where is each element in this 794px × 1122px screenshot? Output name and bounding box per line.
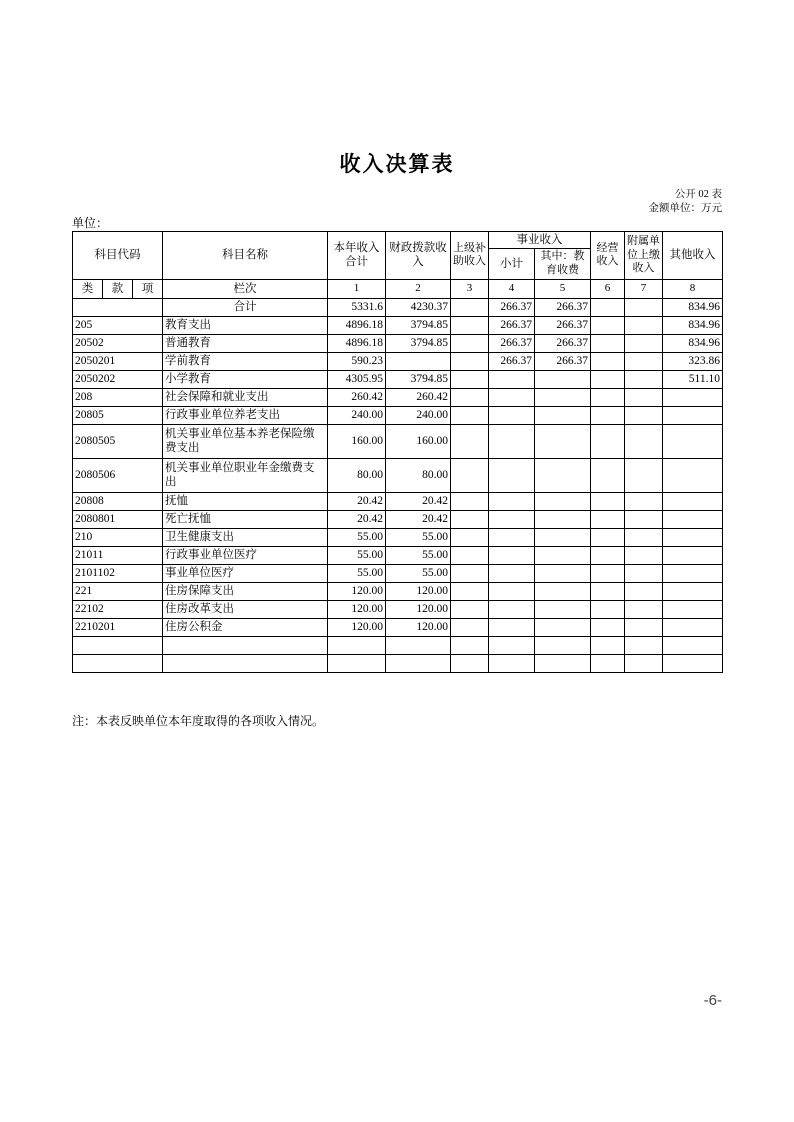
- row-other-income: 323.86: [663, 352, 723, 370]
- row-operating-income: [591, 618, 625, 636]
- table-row: [73, 654, 723, 672]
- row-superior-subsidy: [451, 352, 489, 370]
- row-business-education-fee: [535, 564, 591, 582]
- row-business-education-fee: 266.37: [535, 352, 591, 370]
- row-business-subtotal: [489, 406, 535, 424]
- table-total-row: [73, 298, 723, 316]
- column-number-7: 7: [625, 279, 663, 298]
- header-column-row-label: 栏次: [163, 279, 328, 298]
- row-affiliated-unit-payment: [625, 618, 663, 636]
- table-header-row-3: [73, 279, 723, 298]
- total-affiliated-unit-payment: [625, 298, 663, 316]
- row-fiscal-appropriation: 20.42: [386, 492, 451, 510]
- row-code: 205: [73, 316, 163, 334]
- row-affiliated-unit-payment: [625, 582, 663, 600]
- row-affiliated-unit-payment: [625, 510, 663, 528]
- row-subject-name: [163, 636, 328, 654]
- header-business-education-fee: 其中：教育收费: [535, 249, 591, 280]
- row-business-education-fee: [535, 370, 591, 388]
- row-subject-name: [163, 654, 328, 672]
- unit-label: 单位：: [72, 216, 109, 230]
- row-operating-income: [591, 458, 625, 492]
- row-code: 2080506: [73, 458, 163, 492]
- row-other-income: 834.96: [663, 316, 723, 334]
- row-operating-income: [591, 316, 625, 334]
- row-operating-income: [591, 492, 625, 510]
- row-superior-subsidy: [451, 600, 489, 618]
- header-subject-name: 科目名称: [163, 232, 328, 280]
- row-other-income: 834.96: [663, 334, 723, 352]
- row-fiscal-appropriation: 3794.85: [386, 316, 451, 334]
- row-year-total: 55.00: [328, 546, 386, 564]
- row-subject-name: 住房保障支出: [163, 582, 328, 600]
- row-year-total: 4896.18: [328, 316, 386, 334]
- row-subject-name: 抚恤: [163, 492, 328, 510]
- row-business-subtotal: [489, 528, 535, 546]
- row-other-income: [663, 546, 723, 564]
- header-operating-income: 经营收入: [591, 232, 625, 280]
- row-business-subtotal: [489, 582, 535, 600]
- page-title: 收入决算表: [339, 153, 455, 176]
- row-superior-subsidy: [451, 528, 489, 546]
- row-year-total: 590.23: [328, 352, 386, 370]
- row-fiscal-appropriation: 20.42: [386, 510, 451, 528]
- column-number-3: 3: [451, 279, 489, 298]
- table-row: [73, 600, 723, 618]
- row-fiscal-appropriation: 55.00: [386, 546, 451, 564]
- page-number: -6-: [703, 992, 722, 1009]
- row-fiscal-appropriation: 160.00: [386, 424, 451, 458]
- table-note: 注：本表反映单位本年度取得的各项收入情况。: [72, 714, 325, 728]
- row-business-subtotal: [489, 618, 535, 636]
- row-operating-income: [591, 654, 625, 672]
- row-year-total: 120.00: [328, 582, 386, 600]
- total-fiscal-appropriation: 4230.37: [386, 298, 451, 316]
- row-business-subtotal: [489, 424, 535, 458]
- table-row: [73, 582, 723, 600]
- row-year-total: 80.00: [328, 458, 386, 492]
- income-final-accounts-table: [72, 231, 723, 673]
- row-code: 2050202: [73, 370, 163, 388]
- table-row: [73, 406, 723, 424]
- row-code: 22102: [73, 600, 163, 618]
- row-business-subtotal: [489, 636, 535, 654]
- row-year-total: 20.42: [328, 492, 386, 510]
- row-other-income: [663, 406, 723, 424]
- row-other-income: [663, 388, 723, 406]
- row-code: 221: [73, 582, 163, 600]
- row-affiliated-unit-payment: [625, 564, 663, 582]
- row-superior-subsidy: [451, 636, 489, 654]
- row-affiliated-unit-payment: [625, 334, 663, 352]
- row-business-education-fee: [535, 636, 591, 654]
- row-business-subtotal: [489, 546, 535, 564]
- row-business-education-fee: [535, 654, 591, 672]
- row-code: 21011: [73, 546, 163, 564]
- column-number-4: 4: [489, 279, 535, 298]
- row-affiliated-unit-payment: [625, 352, 663, 370]
- row-subject-name: 学前教育: [163, 352, 328, 370]
- total-other-income: 834.96: [663, 298, 723, 316]
- row-affiliated-unit-payment: [625, 316, 663, 334]
- row-affiliated-unit-payment: [625, 636, 663, 654]
- row-affiliated-unit-payment: [625, 546, 663, 564]
- row-affiliated-unit-payment: [625, 654, 663, 672]
- header-superior-subsidy: 上级补助收入: [451, 232, 489, 280]
- row-other-income: [663, 582, 723, 600]
- row-code: [73, 636, 163, 654]
- row-affiliated-unit-payment: [625, 388, 663, 406]
- row-superior-subsidy: [451, 458, 489, 492]
- row-operating-income: [591, 388, 625, 406]
- row-operating-income: [591, 352, 625, 370]
- row-other-income: [663, 600, 723, 618]
- row-year-total: 20.42: [328, 510, 386, 528]
- row-business-education-fee: [535, 388, 591, 406]
- row-superior-subsidy: [451, 618, 489, 636]
- row-superior-subsidy: [451, 334, 489, 352]
- column-number-1: 1: [328, 279, 386, 298]
- row-operating-income: [591, 564, 625, 582]
- row-year-total: 55.00: [328, 564, 386, 582]
- row-subject-name: 普通教育: [163, 334, 328, 352]
- row-business-education-fee: [535, 492, 591, 510]
- row-affiliated-unit-payment: [625, 600, 663, 618]
- header-affiliated-unit-payment: 附属单位上缴收入: [625, 232, 663, 280]
- row-business-education-fee: [535, 406, 591, 424]
- row-affiliated-unit-payment: [625, 528, 663, 546]
- table-row: [73, 492, 723, 510]
- row-year-total: 260.42: [328, 388, 386, 406]
- row-subject-name: 社会保障和就业支出: [163, 388, 328, 406]
- total-operating-income: [591, 298, 625, 316]
- row-business-education-fee: [535, 458, 591, 492]
- row-affiliated-unit-payment: [625, 424, 663, 458]
- row-subject-name: 事业单位医疗: [163, 564, 328, 582]
- row-business-subtotal: [489, 492, 535, 510]
- row-subject-name: 住房改革支出: [163, 600, 328, 618]
- row-subject-name: 卫生健康支出: [163, 528, 328, 546]
- row-business-subtotal: [489, 564, 535, 582]
- row-code: [73, 654, 163, 672]
- row-operating-income: [591, 510, 625, 528]
- form-number: 公开 02 表: [674, 189, 722, 200]
- row-code: 2080801: [73, 510, 163, 528]
- row-fiscal-appropriation: 55.00: [386, 528, 451, 546]
- row-superior-subsidy: [451, 654, 489, 672]
- row-affiliated-unit-payment: [625, 492, 663, 510]
- row-other-income: [663, 564, 723, 582]
- header-col-class: 类: [73, 279, 103, 298]
- row-year-total: [328, 636, 386, 654]
- row-subject-name: 机关事业单位职业年金缴费支出: [163, 458, 328, 492]
- row-year-total: 120.00: [328, 618, 386, 636]
- row-business-subtotal: [489, 654, 535, 672]
- header-business-income: 事业收入: [489, 232, 591, 249]
- row-business-subtotal: 266.37: [489, 352, 535, 370]
- row-code: 2101102: [73, 564, 163, 582]
- total-business-education-fee: 266.37: [535, 298, 591, 316]
- row-code: 2210201: [73, 618, 163, 636]
- row-operating-income: [591, 636, 625, 654]
- row-subject-name: 住房公积金: [163, 618, 328, 636]
- row-code: 2050201: [73, 352, 163, 370]
- row-year-total: [328, 654, 386, 672]
- row-fiscal-appropriation: 120.00: [386, 618, 451, 636]
- table-body: [73, 298, 723, 672]
- row-fiscal-appropriation: 55.00: [386, 564, 451, 582]
- table-row: [73, 636, 723, 654]
- row-affiliated-unit-payment: [625, 458, 663, 492]
- total-year-total: 5331.6: [328, 298, 386, 316]
- table-row: [73, 424, 723, 458]
- row-business-education-fee: [535, 546, 591, 564]
- row-business-subtotal: [489, 510, 535, 528]
- row-year-total: 160.00: [328, 424, 386, 458]
- row-fiscal-appropriation: 120.00: [386, 582, 451, 600]
- table-row: [73, 546, 723, 564]
- table-header-row-1: [73, 232, 723, 249]
- row-other-income: [663, 424, 723, 458]
- row-other-income: [663, 654, 723, 672]
- column-number-2: 2: [386, 279, 451, 298]
- row-business-subtotal: 266.37: [489, 334, 535, 352]
- row-subject-name: 机关事业单位基本养老保险缴费支出: [163, 424, 328, 458]
- row-code: 20502: [73, 334, 163, 352]
- row-superior-subsidy: [451, 316, 489, 334]
- column-number-5: 5: [535, 279, 591, 298]
- row-operating-income: [591, 600, 625, 618]
- total-code-cell: [73, 298, 163, 316]
- row-business-subtotal: 266.37: [489, 316, 535, 334]
- total-business-subtotal: 266.37: [489, 298, 535, 316]
- row-superior-subsidy: [451, 406, 489, 424]
- row-affiliated-unit-payment: [625, 406, 663, 424]
- row-code: 2080505: [73, 424, 163, 458]
- row-business-education-fee: [535, 600, 591, 618]
- row-business-education-fee: [535, 528, 591, 546]
- header-col-item: 项: [133, 279, 163, 298]
- row-affiliated-unit-payment: [625, 370, 663, 388]
- row-business-education-fee: [535, 510, 591, 528]
- row-operating-income: [591, 334, 625, 352]
- table-row: [73, 388, 723, 406]
- row-operating-income: [591, 424, 625, 458]
- row-subject-name: 行政事业单位养老支出: [163, 406, 328, 424]
- row-operating-income: [591, 406, 625, 424]
- row-year-total: 240.00: [328, 406, 386, 424]
- row-other-income: [663, 492, 723, 510]
- row-superior-subsidy: [451, 370, 489, 388]
- row-other-income: [663, 528, 723, 546]
- row-operating-income: [591, 582, 625, 600]
- row-business-subtotal: [489, 388, 535, 406]
- row-year-total: 4305.95: [328, 370, 386, 388]
- row-other-income: [663, 636, 723, 654]
- row-superior-subsidy: [451, 546, 489, 564]
- row-code: 20808: [73, 492, 163, 510]
- row-fiscal-appropriation: 260.42: [386, 388, 451, 406]
- row-fiscal-appropriation: 3794.85: [386, 370, 451, 388]
- row-business-subtotal: [489, 600, 535, 618]
- column-number-8: 8: [663, 279, 723, 298]
- row-business-subtotal: [489, 370, 535, 388]
- document-meta: [649, 188, 723, 216]
- row-superior-subsidy: [451, 582, 489, 600]
- row-other-income: [663, 618, 723, 636]
- header-year-total: 本年收入合计: [328, 232, 386, 280]
- header-other-income: 其他收入: [663, 232, 723, 280]
- row-fiscal-appropriation: [386, 636, 451, 654]
- row-code: 20805: [73, 406, 163, 424]
- row-fiscal-appropriation: 3794.85: [386, 334, 451, 352]
- row-operating-income: [591, 528, 625, 546]
- row-business-education-fee: [535, 582, 591, 600]
- amount-unit: 金额单位：万元: [648, 203, 722, 215]
- table-row: [73, 564, 723, 582]
- row-fiscal-appropriation: 120.00: [386, 600, 451, 618]
- header-fiscal-appropriation: 财政拨款收入: [386, 232, 451, 280]
- header-col-section: 款: [103, 279, 133, 298]
- row-business-education-fee: [535, 424, 591, 458]
- total-superior-subsidy: [451, 298, 489, 316]
- row-year-total: 4896.18: [328, 334, 386, 352]
- total-label: 合计: [163, 298, 328, 316]
- row-superior-subsidy: [451, 510, 489, 528]
- row-business-education-fee: 266.37: [535, 316, 591, 334]
- table-row: [73, 618, 723, 636]
- row-subject-name: 小学教育: [163, 370, 328, 388]
- row-year-total: 55.00: [328, 528, 386, 546]
- row-code: 208: [73, 388, 163, 406]
- row-fiscal-appropriation: 240.00: [386, 406, 451, 424]
- table-row: [73, 334, 723, 352]
- row-operating-income: [591, 546, 625, 564]
- row-fiscal-appropriation: 80.00: [386, 458, 451, 492]
- row-subject-name: 死亡抚恤: [163, 510, 328, 528]
- table-row: [73, 510, 723, 528]
- header-code-group: 科目代码: [73, 232, 163, 280]
- header-business-subtotal: 小计: [489, 249, 535, 280]
- row-superior-subsidy: [451, 492, 489, 510]
- table-row: [73, 528, 723, 546]
- table-row: [73, 316, 723, 334]
- row-superior-subsidy: [451, 388, 489, 406]
- row-other-income: 511.10: [663, 370, 723, 388]
- row-operating-income: [591, 370, 625, 388]
- row-fiscal-appropriation: [386, 654, 451, 672]
- row-subject-name: 教育支出: [163, 316, 328, 334]
- row-business-education-fee: 266.37: [535, 334, 591, 352]
- table-row: [73, 458, 723, 492]
- row-other-income: [663, 510, 723, 528]
- table-row: [73, 352, 723, 370]
- table-row: [73, 370, 723, 388]
- row-code: 210: [73, 528, 163, 546]
- row-business-subtotal: [489, 458, 535, 492]
- row-superior-subsidy: [451, 424, 489, 458]
- row-business-education-fee: [535, 618, 591, 636]
- column-number-6: 6: [591, 279, 625, 298]
- row-fiscal-appropriation: [386, 352, 451, 370]
- row-superior-subsidy: [451, 564, 489, 582]
- row-other-income: [663, 458, 723, 492]
- row-year-total: 120.00: [328, 600, 386, 618]
- row-subject-name: 行政事业单位医疗: [163, 546, 328, 564]
